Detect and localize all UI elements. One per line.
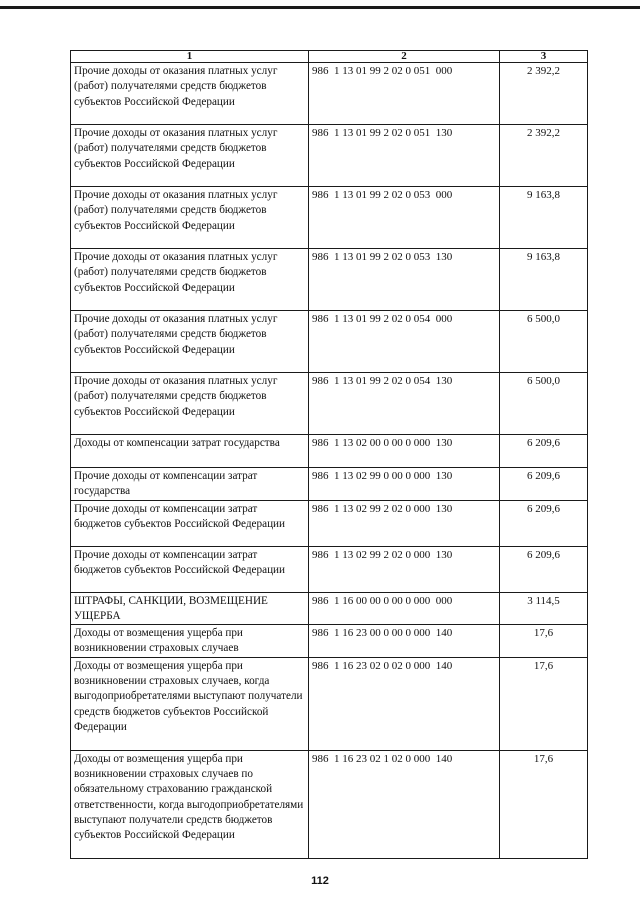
row-amount: 2 392,2 xyxy=(500,63,588,125)
column-header-2: 2 xyxy=(309,51,500,63)
row-description: Доходы от возмещения ущерба при возникновении страховых случаев xyxy=(71,625,309,658)
row-description: Прочие доходы от оказания платных услуг (работ) получателями средств бюджетов субъектов Российской Федерации xyxy=(71,373,309,435)
row-code: 986 1 13 02 99 0 00 0 000 130 xyxy=(309,468,500,501)
table-row xyxy=(71,435,588,468)
row-code: 986 1 13 01 99 2 02 0 051 130 xyxy=(309,125,500,187)
row-code: 986 1 16 23 00 0 00 0 000 140 xyxy=(309,625,500,658)
row-amount: 17,6 xyxy=(500,625,588,658)
top-rule xyxy=(0,6,640,9)
row-code: 986 1 16 00 00 0 00 0 000 000 xyxy=(309,592,500,625)
row-amount: 9 163,8 xyxy=(500,187,588,249)
table-row xyxy=(71,373,588,435)
row-amount: 6 209,6 xyxy=(500,500,588,546)
table-row xyxy=(71,500,588,546)
row-description: Прочие доходы от оказания платных услуг (работ) получателями средств бюджетов субъектов Российской Федерации xyxy=(71,187,309,249)
row-amount: 6 209,6 xyxy=(500,468,588,501)
row-amount: 6 500,0 xyxy=(500,311,588,373)
row-code: 986 1 13 01 99 2 02 0 054 130 xyxy=(309,373,500,435)
row-code: 986 1 13 02 00 0 00 0 000 130 xyxy=(309,435,500,468)
row-code: 986 1 13 01 99 2 02 0 054 000 xyxy=(309,311,500,373)
table-row xyxy=(71,63,588,125)
row-amount: 6 500,0 xyxy=(500,373,588,435)
column-header-3: 3 xyxy=(500,51,588,63)
row-code: 986 1 16 23 02 0 02 0 000 140 xyxy=(309,657,500,750)
row-description: Прочие доходы от компенсации затрат бюджетов субъектов Российской Федерации xyxy=(71,546,309,592)
table-header-row xyxy=(71,51,588,63)
row-description: Доходы от компенсации затрат государства xyxy=(71,435,309,468)
row-description: Доходы от возмещения ущерба при возникновении страховых случаев, когда выгодоприобретателями выступают получатели средств бюджетов субъектов Российской Федерации xyxy=(71,657,309,750)
table-row xyxy=(71,311,588,373)
table-row xyxy=(71,468,588,501)
table-row xyxy=(71,625,588,658)
row-amount: 17,6 xyxy=(500,657,588,750)
column-header-1: 1 xyxy=(71,51,309,63)
row-description: Доходы от возмещения ущерба при возникновении страховых случаев по обязательному страхованию гражданской ответственности, когда выгодоприобретателями выступают получатели средств бюджетов субъектов Российской Федерации xyxy=(71,750,309,858)
table-row xyxy=(71,750,588,858)
table-row xyxy=(71,546,588,592)
row-description: Прочие доходы от компенсации затрат бюджетов субъектов Российской Федерации xyxy=(71,500,309,546)
row-description: Прочие доходы от оказания платных услуг (работ) получателями средств бюджетов субъектов Российской Федерации xyxy=(71,249,309,311)
row-amount: 6 209,6 xyxy=(500,546,588,592)
table-row xyxy=(71,125,588,187)
row-code: 986 1 13 02 99 2 02 0 000 130 xyxy=(309,546,500,592)
row-amount: 9 163,8 xyxy=(500,249,588,311)
row-code: 986 1 13 01 99 2 02 0 053 000 xyxy=(309,187,500,249)
row-code: 986 1 16 23 02 1 02 0 000 140 xyxy=(309,750,500,858)
page-number: 112 xyxy=(311,875,329,887)
row-amount: 2 392,2 xyxy=(500,125,588,187)
row-description: Прочие доходы от оказания платных услуг (работ) получателями средств бюджетов субъектов Российской Федерации xyxy=(71,311,309,373)
budget-income-table xyxy=(70,50,588,859)
row-description: Прочие доходы от компенсации затрат государства xyxy=(71,468,309,501)
row-description: Прочие доходы от оказания платных услуг (работ) получателями средств бюджетов субъектов Российской Федерации xyxy=(71,125,309,187)
row-description: ШТРАФЫ, САНКЦИИ, ВОЗМЕЩЕНИЕ УЩЕРБА xyxy=(71,592,309,625)
table-row xyxy=(71,657,588,750)
table-row xyxy=(71,187,588,249)
row-code: 986 1 13 01 99 2 02 0 053 130 xyxy=(309,249,500,311)
row-amount: 3 114,5 xyxy=(500,592,588,625)
row-code: 986 1 13 02 99 2 02 0 000 130 xyxy=(309,500,500,546)
row-code: 986 1 13 01 99 2 02 0 051 000 xyxy=(309,63,500,125)
table-row xyxy=(71,249,588,311)
row-amount: 17,6 xyxy=(500,750,588,858)
row-amount: 6 209,6 xyxy=(500,435,588,468)
table-row xyxy=(71,592,588,625)
row-description: Прочие доходы от оказания платных услуг (работ) получателями средств бюджетов субъектов Российской Федерации xyxy=(71,63,309,125)
